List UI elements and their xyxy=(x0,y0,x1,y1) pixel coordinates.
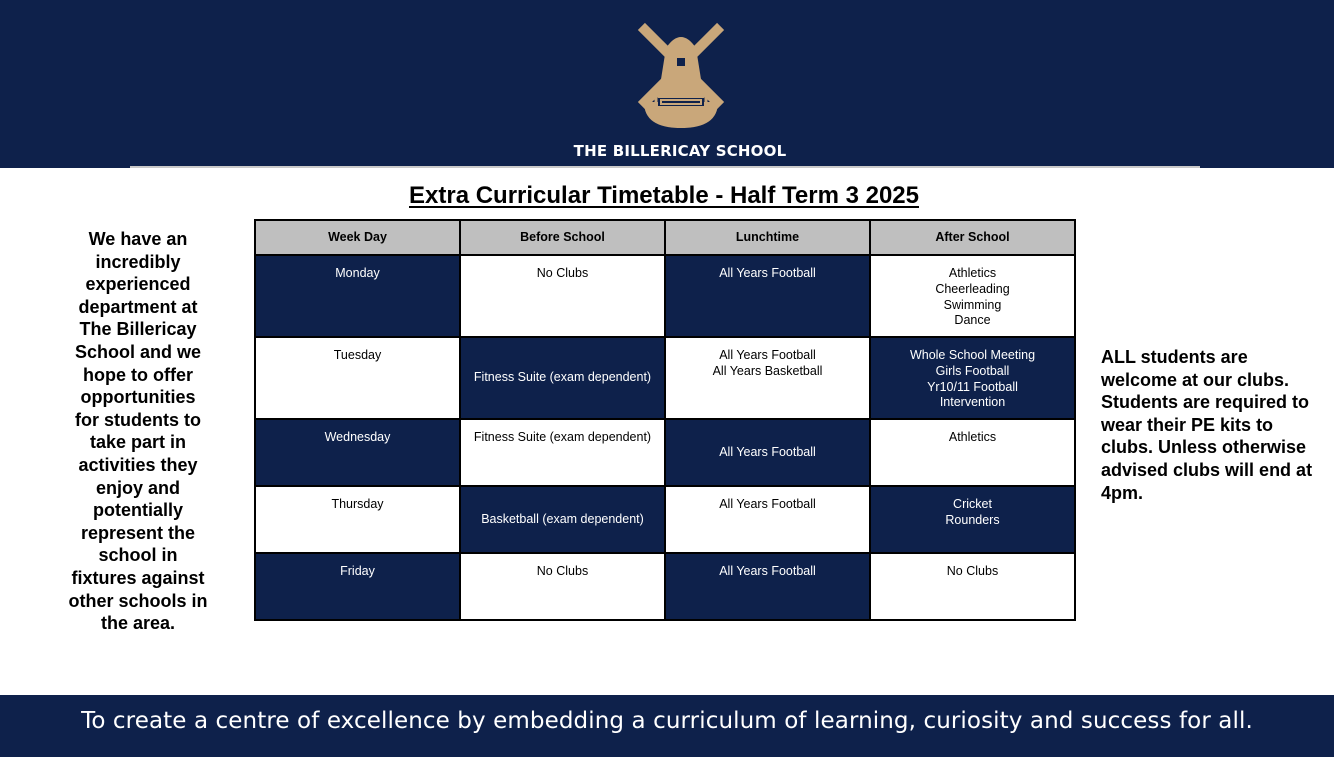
activity: Yr10/11 Football xyxy=(927,379,1018,394)
after-school-cell xyxy=(870,337,1075,419)
mission-statement: To create a centre of excellence by embedding a curriculum of learning, curiosity and success for all. xyxy=(81,708,1253,734)
before-school-cell xyxy=(460,255,665,337)
activity: All Years Football xyxy=(719,266,816,280)
timetable-header-row xyxy=(255,220,1075,255)
after-school-cell xyxy=(870,486,1075,553)
activity: Fitness Suite (exam dependent) xyxy=(473,370,652,385)
table-row xyxy=(255,337,1075,419)
before-school-cell xyxy=(460,419,665,486)
activity: All Years Football xyxy=(719,444,816,459)
activity: All Years Football xyxy=(719,348,816,362)
activity: All Years Football xyxy=(719,564,816,578)
lunchtime-cell xyxy=(665,553,870,620)
after-school-cell xyxy=(870,553,1075,620)
after-school-cell xyxy=(870,255,1075,337)
activity: Athletics xyxy=(948,430,997,444)
activity: All Years Basketball xyxy=(712,363,823,378)
table-row xyxy=(255,553,1075,620)
table-row xyxy=(255,486,1075,553)
activity: Intervention xyxy=(939,395,1006,410)
day-cell: Monday xyxy=(255,255,460,337)
activity: Cheerleading xyxy=(935,281,1010,296)
club-info-text: ALL students are welcome at our clubs. Students are required to wear their PE kits to clubs. Unless otherwise advised clubs will end at 4pm. xyxy=(1101,347,1313,503)
activity: No Clubs xyxy=(536,564,589,578)
windmill-logo-icon xyxy=(636,18,726,130)
activity: Girls Football xyxy=(935,363,1010,378)
before-school-cell xyxy=(460,337,665,419)
header-after-school: After School xyxy=(870,220,1075,255)
activity: Swimming xyxy=(943,297,1002,312)
header-week-day: Week Day xyxy=(255,220,460,255)
page-title: Extra Curricular Timetable - Half Term 3 2025 xyxy=(409,182,919,209)
lunchtime-cell xyxy=(665,419,870,486)
activity: All Years Football xyxy=(719,497,816,511)
header-lunchtime: Lunchtime xyxy=(665,220,870,255)
header-before-school: Before School xyxy=(460,220,665,255)
lunchtime-cell xyxy=(665,337,870,419)
day-cell: Wednesday xyxy=(255,419,460,486)
activity: No Clubs xyxy=(536,266,589,280)
department-intro-text: We have an incredibly experienced department at The Billericay School and we hope to offer opportunities for students to take part in activities they enjoy and potentially represent the school in fixtures against other schools in the area. xyxy=(68,229,208,634)
after-school-cell xyxy=(870,419,1075,486)
activity: No Clubs xyxy=(946,564,999,578)
activity: Rounders xyxy=(945,512,1000,527)
header-divider xyxy=(130,166,1200,168)
lunchtime-cell xyxy=(665,255,870,337)
activity: Cricket xyxy=(953,497,992,511)
lunchtime-cell xyxy=(665,486,870,553)
activity: Fitness Suite (exam dependent) xyxy=(473,430,652,444)
day-cell: Thursday xyxy=(255,486,460,553)
table-row xyxy=(255,255,1075,337)
activity: Whole School Meeting xyxy=(909,348,1036,362)
table-row xyxy=(255,419,1075,486)
school-name: THE BILLERICAY SCHOOL xyxy=(573,142,787,160)
before-school-cell xyxy=(460,553,665,620)
activity: Basketball (exam dependent) xyxy=(481,511,644,526)
day-cell: Friday xyxy=(255,553,460,620)
before-school-cell xyxy=(460,486,665,553)
activity: Athletics xyxy=(948,266,997,280)
day-cell: Tuesday xyxy=(255,337,460,419)
timetable xyxy=(254,219,1076,621)
activity: Dance xyxy=(954,313,991,328)
